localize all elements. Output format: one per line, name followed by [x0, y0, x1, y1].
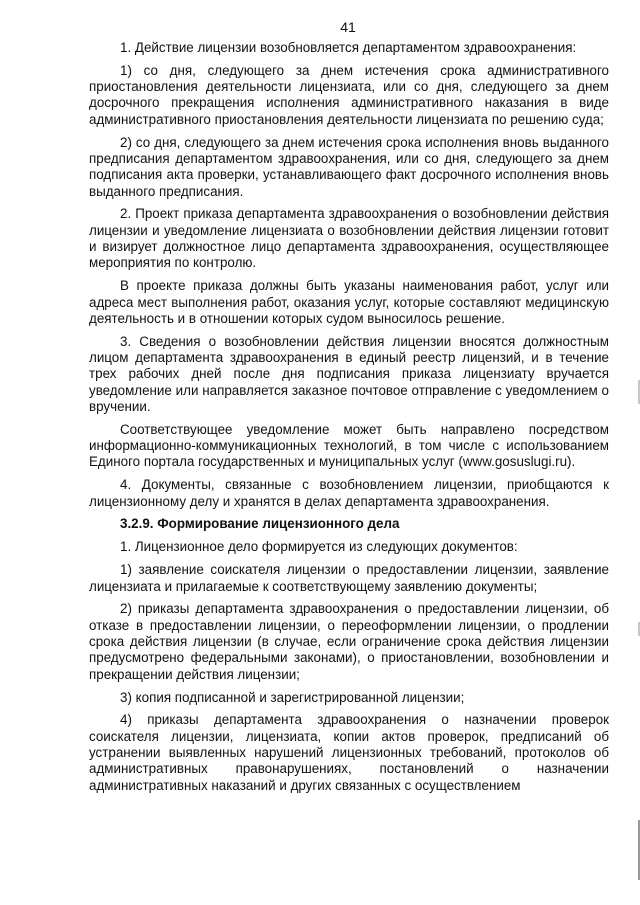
paragraph-order-draft: 2. Проект приказа департамента здравоохранения о возобновлении действия лицензии и уведомление лицензиата о возобновлении действия лицензии готовит и визирует должностное лицо департамента здравоохранения, осуществляющее мероприятия по контролю. — [89, 206, 609, 271]
paragraph-electronic-notice: Соответствующее уведомление может быть направлено посредством информационно-коммуникационных технологий, в том числе с использованием Единого портала государственных и муниципальных услуг (www.gosuslugi.ru). — [89, 421, 609, 470]
page-number: 41 — [340, 19, 356, 35]
paragraph-registry-entry: 3. Сведения о возобновлении действия лицензии вносятся должностным лицом департамента здравоохранения в единый реестр лицензий, и в течение трех рабочих дней после дня подписания приказа лицензиату вручается уведомление или направляется заказное почтовое отправление с уведомлением о вручении. — [89, 333, 609, 414]
paragraph-license-file-item-1: 1) заявление соискателя лицензии о предоставлении лицензии, заявление лицензиата и прилагаемые к соответствующему заявлению документы; — [89, 562, 609, 594]
paragraph-renewal-intro: 1. Действие лицензии возобновляется департаментом здравоохранения: — [120, 40, 577, 55]
paragraph-renewal-item-2: 2) со дня, следующего за днем истечения срока исполнения вновь выданного предписания департаментом здравоохранения, или со дня, следующего за днем подписания акта проверки, устанавливающего факт досрочного исполнения вновь выданного предписания. — [89, 134, 609, 199]
paragraph-license-file-item-3: 3) копия подписанной и зарегистрированной лицензии; — [120, 689, 465, 705]
section-heading-license-file: 3.2.9. Формирование лицензионного дела — [120, 516, 400, 532]
paragraph-renewal-item-1: 1) со дня, следующего за днем истечения срока административного приостановления деятельности лицензиата, или со дня, следующего за днем досрочного прекращения исполнения административного наказания в виде административного приостановления деятельности лицензиата по решению суда; — [89, 62, 609, 127]
paragraph-documents-filed: 4. Документы, связанные с возобновлением лицензии, приобщаются к лицензионному делу и хранятся в делах департамента здравоохранения. — [89, 477, 609, 509]
paragraph-order-contents: В проекте приказа должны быть указаны наименования работ, услуг или адреса мест выполнения работ, оказания услуг, которые составляют медицинскую деятельность и в отношении которых судом выносилось решение. — [89, 278, 609, 326]
paragraph-license-file-item-4: 4) приказы департамента здравоохранения о назначении проверок соискателя лицензии, лицензиата, копии актов проверок, предписаний об устранении выявленных нарушений лицензионных требований, протоколов об административных правонарушениях, постановлений о назначении административных наказаний и других связанных с осуществлением — [89, 712, 609, 793]
paragraph-license-file-item-2: 2) приказы департамента здравоохранения о предоставлении лицензии, об отказе в предоставлении лицензии, о переоформлении лицензии, о продлении срока действия лицензии (в случае, если ограничение срока действия лицензии предусмотрено федеральными законами), о приостановлении, возобновлении и прекращении действия лицензии; — [89, 601, 609, 682]
document-body — [89, 40, 609, 800]
paragraph-license-file-intro: 1. Лицензионное дело формируется из следующих документов: — [120, 539, 518, 555]
